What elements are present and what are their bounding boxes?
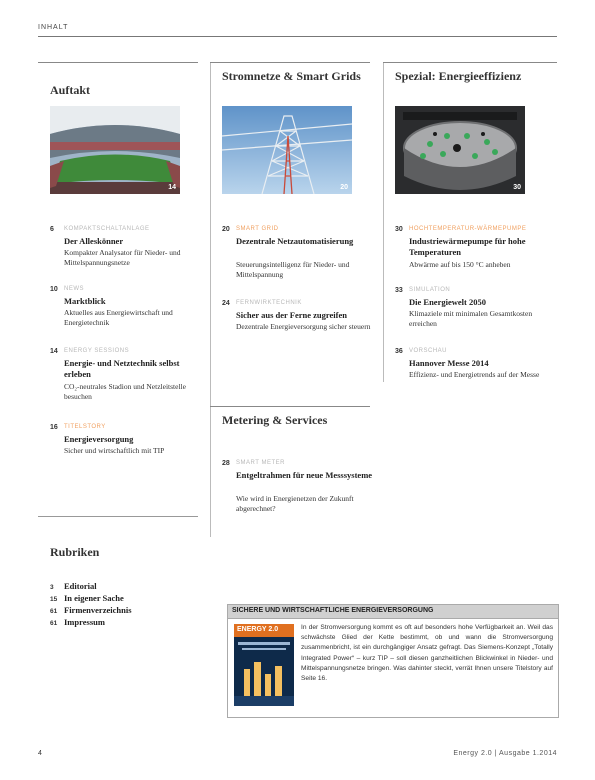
magazine-cover[interactable] [234, 624, 294, 706]
box-heading: SICHERE UND WIRTSCHAFTLICHE ENERGIEVERSORGUNG [232, 607, 434, 614]
entry-page: 10 [50, 286, 58, 293]
entry-page: 30 [395, 226, 403, 233]
cover-logo: ENERGY 2.0 [237, 626, 279, 633]
entry-title: Die Energiewelt 2050 [409, 297, 486, 307]
photo-page-number: 20 [340, 184, 348, 191]
entry-kicker: SMART METER [236, 460, 285, 466]
entry-kicker: NEWS [64, 286, 84, 292]
entry-title: Energieversorgung [64, 434, 134, 444]
title-story-box[interactable] [227, 604, 559, 718]
toc-entry[interactable] [50, 226, 200, 276]
entry-title: Energie- und Netztechnik selbst erleben [64, 358, 180, 379]
entry-page: 24 [222, 300, 230, 307]
entry-subtitle: Abwärme auf bis 150 °C anheben [409, 260, 511, 269]
rubrik-item[interactable] [50, 581, 97, 591]
entry-title: Industriewärmepumpe für hohe Temperaturen [409, 236, 526, 257]
entry-title: Sicher aus der Ferne zugreifen [236, 310, 347, 320]
entry-page: 16 [50, 424, 58, 431]
entry-subtitle: Sicher und wirtschaftlich mit TIP [64, 446, 165, 455]
entry-kicker: SIMULATION [409, 287, 451, 293]
rubrik-label: Impressum [64, 617, 105, 627]
entry-subtitle: CO₂-neutrales Stadion und Netzleitstelle besuchen [64, 382, 186, 401]
entry-kicker: FERNWIRKTECHNIK [236, 300, 302, 306]
column-divider [210, 62, 211, 537]
toc-entry[interactable] [50, 286, 200, 330]
entry-title: Marktblick [64, 296, 106, 306]
stadium-photo[interactable] [50, 106, 180, 194]
page-number: 4 [38, 750, 42, 757]
rubrik-item[interactable] [50, 593, 124, 603]
toc-entry[interactable] [50, 424, 200, 460]
header-rule [38, 22, 557, 37]
column-rule [210, 406, 370, 407]
entry-page: 20 [222, 226, 230, 233]
entry-title: Der Alleskönner [64, 236, 124, 246]
photo-page-number: 30 [513, 184, 521, 191]
column-rule [210, 62, 370, 63]
toc-entry[interactable] [395, 348, 545, 394]
entry-title: Entgeltrahmen für neue Messsysteme [236, 470, 373, 480]
magazine-issue: Energy 2.0 | Ausgabe 1.2014 [453, 750, 557, 757]
entry-page: 36 [395, 348, 403, 355]
entry-subtitle: Aktuelles aus Energiewirtschaft und Energietechnik [64, 308, 173, 327]
toc-entry[interactable] [50, 348, 200, 408]
entry-subtitle: Klimaziele mit minimalen Gesamtkosten erreichen [409, 309, 533, 328]
column-rule [38, 62, 198, 63]
rubrik-label: In eigener Sache [64, 593, 124, 603]
entry-subtitle: Wie wird in Energienetzen der Zukunft abgerechnet? [236, 494, 354, 513]
entry-title: Hannover Messe 2014 [409, 358, 489, 368]
toc-entry[interactable] [222, 460, 372, 520]
box-header [228, 605, 558, 619]
divider [38, 516, 198, 517]
toc-entry[interactable] [395, 287, 545, 333]
box-text: In der Stromversorgung kommt es oft auf besonders hohe Verfügbarkeit an. Weil das schwächste Glied der Kette bestimmt, ob und wann die Stromversorgung zusammenbricht, ist ein durchgängiger Ansatz gefragt. Das Siemens-Konzept „Totally Integrated Power“ – kurz TIP – soll diesen ganzheitlichen Blickwinkel in Nieder- und Mittelspannungsnetze bringen. Was dahinter steckt, verrät Ihnen unsere Titelstory auf Seite 16. [301, 624, 553, 683]
entry-kicker: SMART GRID [236, 226, 279, 232]
entry-page: 33 [395, 287, 403, 294]
column-rule [383, 62, 557, 63]
rubrik-page: 61 [50, 608, 58, 615]
section-title-rubriken: Rubriken [50, 545, 100, 559]
entry-page: 14 [50, 348, 58, 355]
entry-page: 6 [50, 226, 54, 233]
entry-subtitle: Effizienz- und Energietrends auf der Messe [409, 370, 540, 379]
entry-subtitle: Kompakter Analysator für Nieder- und Mittelspannungsnetze [64, 248, 181, 267]
rubrik-page: 15 [50, 596, 58, 603]
entry-page: 28 [222, 460, 230, 467]
rubrik-page: 3 [50, 584, 54, 591]
entry-kicker: ENERGY SESSIONS [64, 348, 130, 354]
entry-kicker: VORSCHAU [409, 348, 448, 354]
toc-entry[interactable] [222, 226, 372, 282]
rubrik-item[interactable] [50, 605, 132, 615]
section-title-auftakt: Auftakt [50, 83, 91, 97]
power-tower-photo[interactable] [222, 106, 352, 194]
rubrik-page: 61 [50, 620, 58, 627]
section-title-metering: Metering & Services [222, 413, 328, 427]
column-divider [383, 62, 384, 382]
rubrik-label: Firmenverzeichnis [64, 605, 132, 615]
section-title-stromnetze: Stromnetze & Smart Grids [222, 69, 361, 83]
entry-title: Dezentrale Netzautomatisierung [236, 236, 354, 246]
entry-subtitle: Steuerungsintelligenz für Nieder- und Mittelspannung [236, 260, 350, 279]
section-title-spezial: Spezial: Energieeffizienz [395, 69, 522, 83]
photo-page-number: 14 [168, 184, 176, 191]
rubrik-item[interactable] [50, 617, 105, 627]
entry-kicker: TITELSTORY [64, 424, 106, 430]
heat-pump-photo[interactable] [395, 106, 525, 194]
entry-kicker: KOMPAKTSCHALTANLAGE [64, 226, 150, 232]
toc-entry[interactable] [222, 300, 372, 350]
section-label: INHALT [38, 24, 69, 31]
toc-entry[interactable] [395, 226, 545, 276]
entry-subtitle: Dezentrale Energieversorgung sicher steuern [236, 322, 371, 331]
rubrik-label: Editorial [64, 581, 97, 591]
entry-kicker: HOCHTEMPERATUR-WÄRMEPUMPE [409, 226, 527, 232]
